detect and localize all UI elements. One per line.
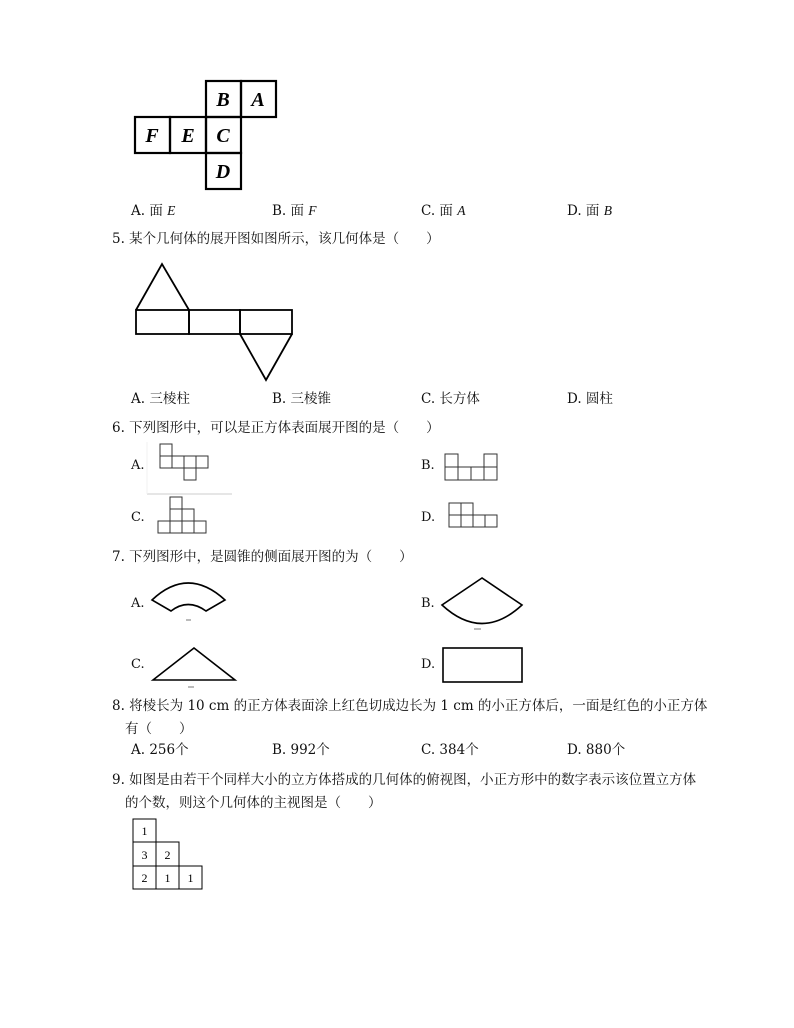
q8-option-b[interactable]: B. 992个 bbox=[272, 742, 330, 758]
q6-option-c[interactable]: C. bbox=[131, 510, 145, 525]
q8-option-d[interactable]: D. 880个 bbox=[567, 742, 626, 758]
q4-option-b[interactable]: B. 面 F bbox=[272, 203, 317, 219]
grid-cell-r2c2: 2 bbox=[164, 848, 171, 862]
q4-option-d[interactable]: D. 面 B bbox=[567, 203, 612, 219]
q9-stem-line1: 9. 如图是由若干个同样大小的立方体搭成的几何体的俯视图，小正方形中的数字表示该位置立方体 bbox=[112, 772, 697, 788]
q7-option-b[interactable]: B. bbox=[421, 596, 435, 611]
q6-option-d[interactable]: D. bbox=[421, 510, 436, 525]
q4-option-a[interactable]: A. 面 E bbox=[131, 203, 176, 219]
q7-stem: 7. 下列图形中，是圆锥的侧面展开图的为（ ） bbox=[112, 549, 413, 565]
q5-stem: 5. 某个几何体的展开图如图所示，该几何体是（ ） bbox=[112, 231, 440, 247]
q9-stem-line2: 的个数，则这个几何体的主视图是（ ） bbox=[125, 795, 382, 811]
net-face-f: F bbox=[145, 125, 159, 147]
grid-cell-r2c1: 3 bbox=[141, 848, 148, 862]
q7-option-c[interactable]: C. bbox=[131, 657, 145, 672]
net-face-e: E bbox=[181, 125, 195, 147]
q4-option-c[interactable]: C. 面 A bbox=[421, 203, 466, 219]
q5-option-a[interactable]: A. 三棱柱 bbox=[131, 391, 190, 407]
grid-cell-r3c2: 1 bbox=[164, 871, 171, 885]
grid-cell-r3c3: 1 bbox=[187, 871, 194, 885]
q8-option-a[interactable]: A. 256个 bbox=[131, 742, 189, 758]
q7-option-a[interactable]: A. bbox=[131, 596, 145, 611]
q8-option-c[interactable]: C. 384个 bbox=[421, 742, 479, 758]
net-face-a: A bbox=[251, 89, 265, 111]
net-face-c: C bbox=[216, 125, 230, 147]
q8-stem-line1: 8. 将棱长为 10 cm 的正方体表面涂上红色切成边长为 1 cm 的小正方体后，一面是红色的小正方体 bbox=[112, 698, 708, 714]
q5-option-d[interactable]: D. 圆柱 bbox=[567, 391, 613, 407]
q6-stem: 6. 下列图形中，可以是正方体表面展开图的是（ ） bbox=[112, 420, 440, 436]
q7-option-d[interactable]: D. bbox=[421, 657, 436, 672]
q6-option-a[interactable]: A. bbox=[131, 458, 145, 473]
grid-cell-r1c1: 1 bbox=[141, 824, 148, 838]
q8-stem-line2: 有（ ） bbox=[125, 721, 193, 737]
grid-cell-r3c1: 2 bbox=[141, 871, 148, 885]
q5-option-c[interactable]: C. 长方体 bbox=[421, 391, 480, 407]
q6-option-b[interactable]: B. bbox=[421, 458, 435, 473]
net-face-b: B bbox=[216, 89, 230, 111]
q5-option-b[interactable]: B. 三棱锥 bbox=[272, 391, 332, 407]
net-face-d: D bbox=[215, 161, 231, 183]
